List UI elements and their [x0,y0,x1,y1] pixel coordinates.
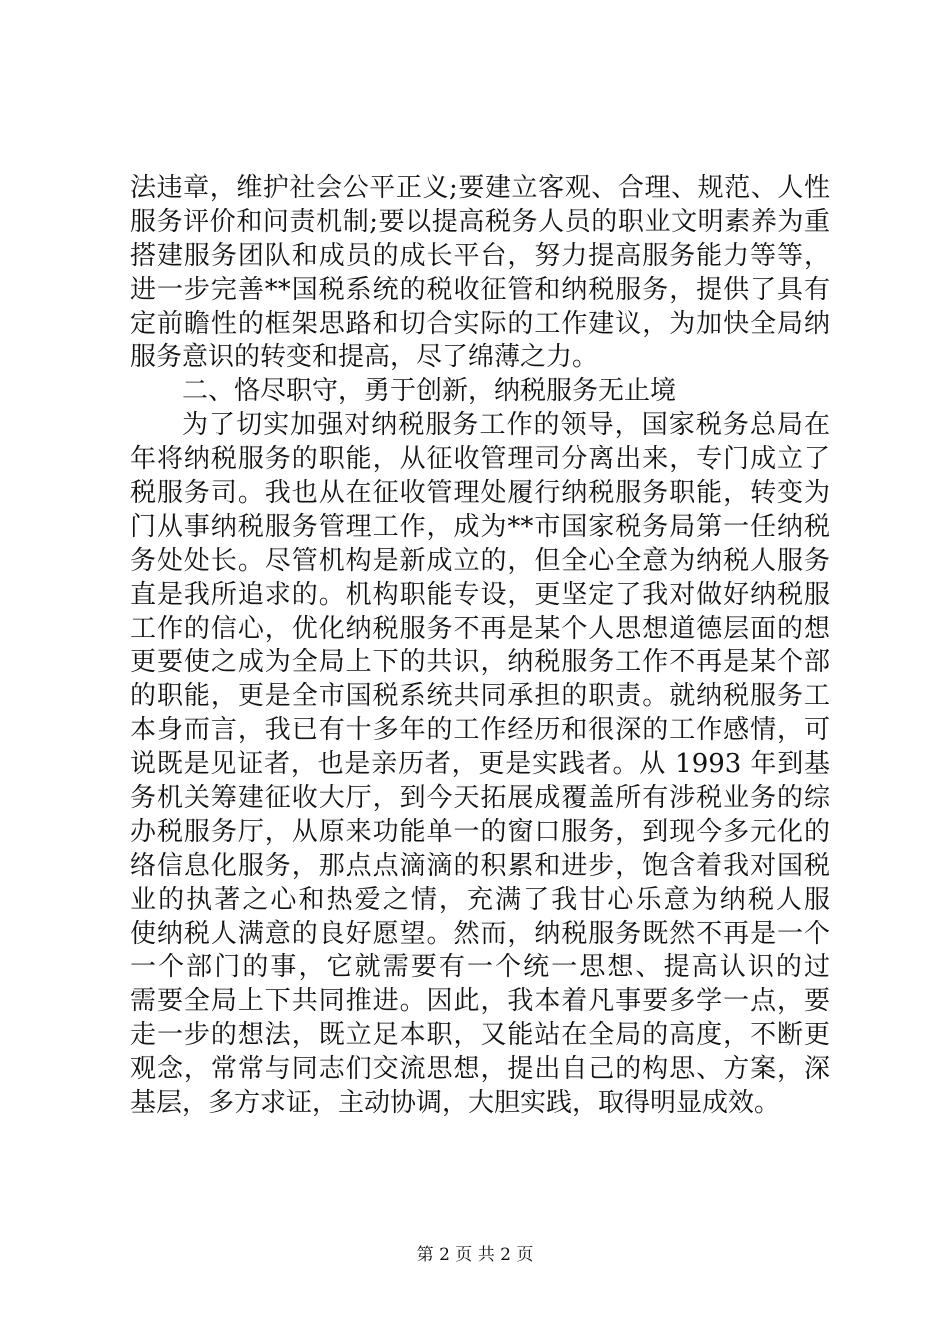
text-line: 说既是见证者，也是亲历者，更是实践者。从 1993 年到基 [130,749,830,780]
document-body [130,172,830,1121]
section-heading: 二、恪尽职守，勇于创新，纳税服务无止境 [182,376,677,407]
page-number-footer: 第 2 页 共 2 页 [416,1245,534,1265]
text-line: 进一步完善**国税系统的税收征管和纳税服务，提供了具有 [130,274,830,305]
text-line: 更要使之成为全局上下的共识，纳税服务工作不再是某个部 [130,647,830,678]
text-line: 务处处长。尽管机构是新成立的，但全心全意为纳税人服务 [130,545,830,576]
text-line: 服务评价和问责机制;要以提高税务人员的职业文明素养为重 [130,206,830,237]
text-line: 直是我所追求的。机构职能专设，更坚定了我对做好纳税服 [130,579,830,610]
text-line: 业的执著之心和热爱之情，充满了我甘心乐意为纳税人服 [130,884,830,915]
text-line: 务机关筹建征收大厅，到今天拓展成覆盖所有涉税业务的综 [130,783,830,814]
text-line: 为了切实加强对纳税服务工作的领导，国家税务总局在 [182,410,830,441]
text-line: 使纳税人满意的良好愿望。然而，纳税服务既然不再是一个 [130,918,830,949]
text-line: 一个部门的事，它就需要有一个统一思想、提高认识的过 [130,952,830,983]
text-line: 走一步的想法，既立足本职，又能站在全局的高度，不断更 [130,1020,830,1051]
text-line: 基层，多方求证，主动协调，大胆实践，取得明显成效。 [130,1088,781,1119]
text-line: 定前瞻性的框架思路和切合实际的工作建议，为加快全局纳 [130,308,830,339]
text-line: 年将纳税服务的职能，从征收管理司分离出来，专门成立了 [130,444,830,475]
text-line: 本身而言，我已有十多年的工作经历和很深的工作感情，可 [130,715,830,746]
text-line: 观念，常常与同志们交流思想，提出自己的构思、方案，深 [130,1054,830,1085]
text-line: 法违章，维护社会公平正义;要建立客观、合理、规范、人性 [130,173,830,203]
text-line: 的职能，更是全市国税系统共同承担的职责。就纳税服务工 [130,681,830,712]
text-line: 办税服务厅，从原来功能单一的窗口服务，到现今多元化的 [130,816,830,847]
text-line: 络信息化服务，那点点滴滴的积累和进步，饱含着我对国税 [130,850,830,881]
text-line: 服务意识的转变和提高，尽了绵薄之力。 [130,342,599,373]
text-line: 工作的信心，优化纳税服务不再是某个人思想道德层面的想 [130,613,830,644]
text-line: 搭建服务团队和成员的成长平台，努力提高服务能力等等， [130,240,830,271]
text-line: 需要全局上下共同推进。因此，我本着凡事要多学一点，要 [130,986,830,1017]
text-line: 税服务司。我也从在征收管理处履行纳税服务职能，转变为 [130,478,830,509]
text-line: 门从事纳税服务管理工作，成为**市国家税务局第一任纳税 [130,511,830,542]
